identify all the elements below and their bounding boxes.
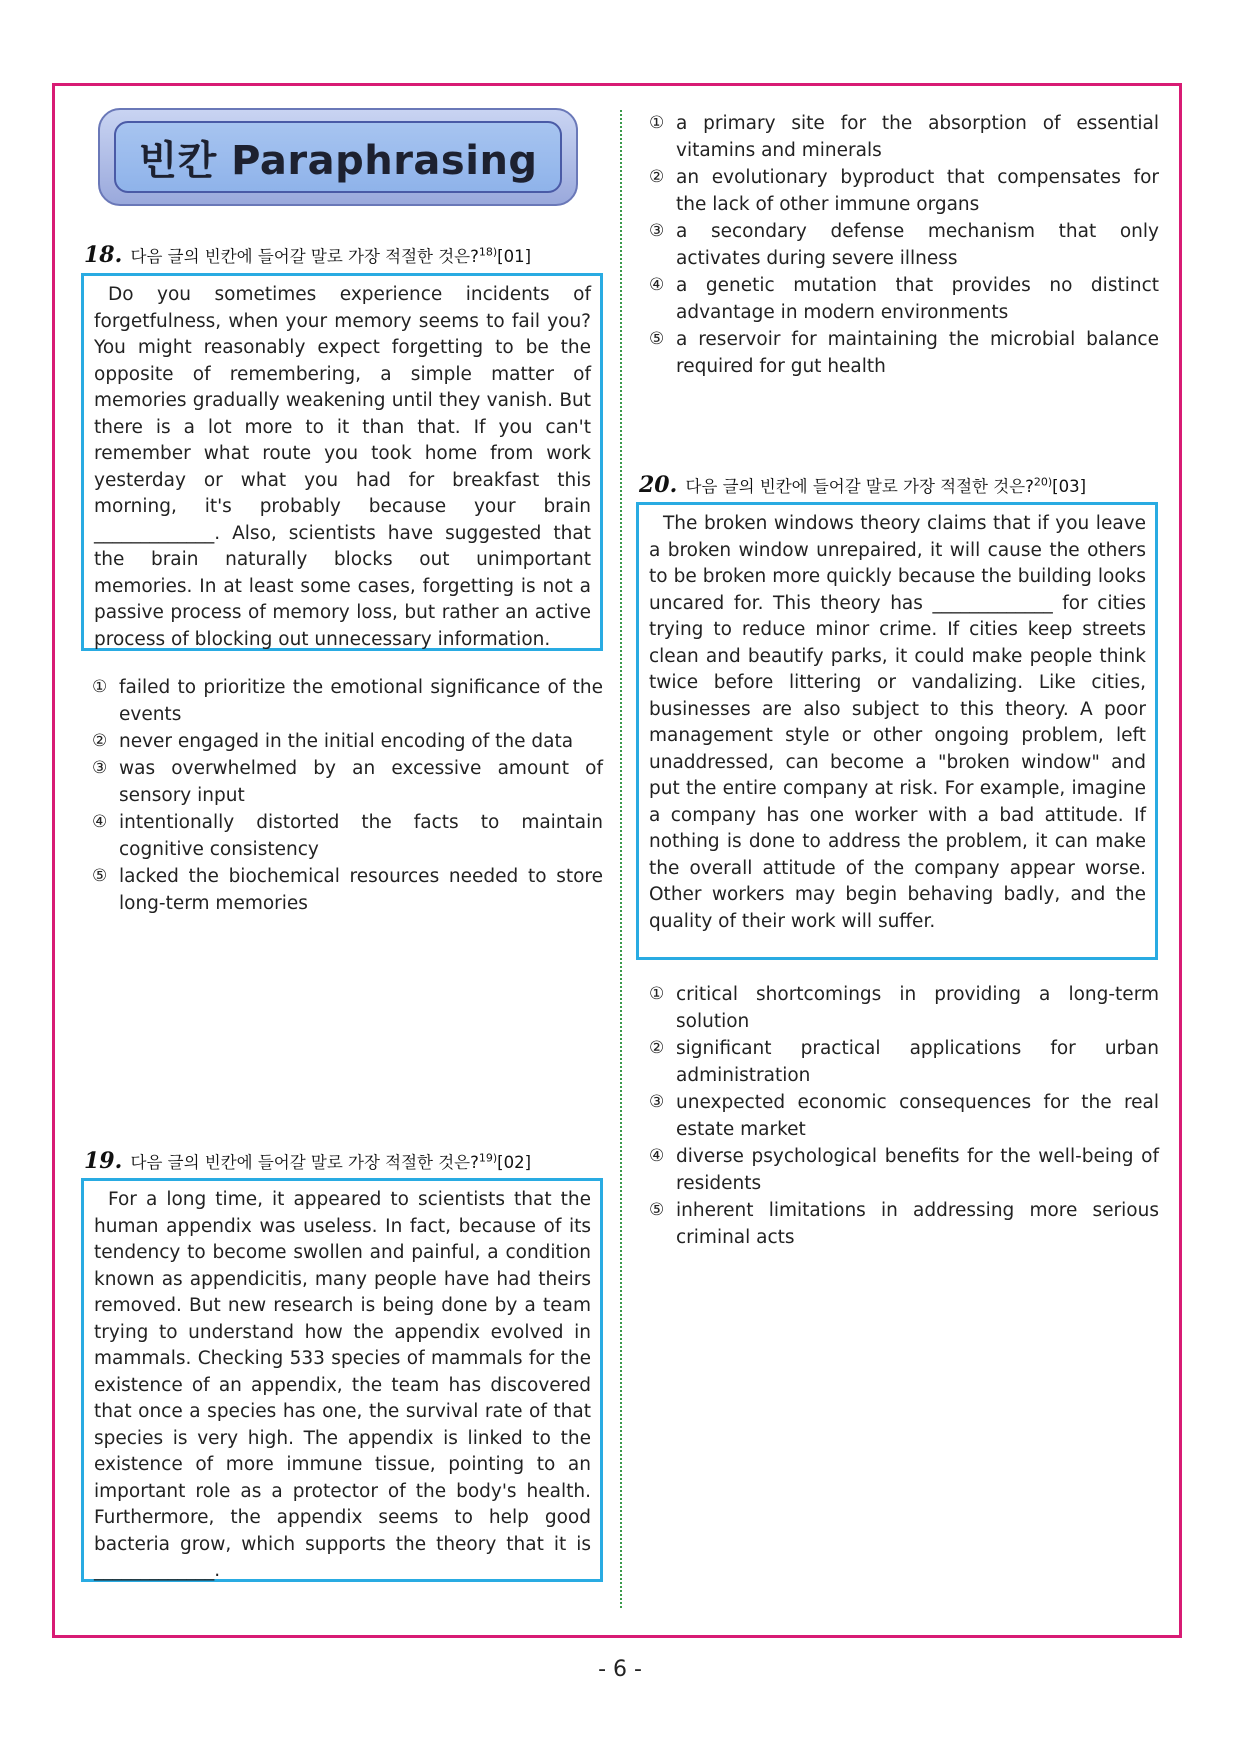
question-ref: 20): [1033, 475, 1053, 489]
question-prompt: 다음 글의 빈칸에 들어갈 말로 가장 적절한 것은?: [685, 477, 1034, 496]
choice-item[interactable]: [92, 728, 603, 755]
question-ref: 18): [478, 245, 498, 259]
choice-text: failed to prioritize the emotional significance of the events: [119, 677, 603, 725]
question-18-header: [84, 242, 531, 268]
choice-item[interactable]: [92, 674, 603, 728]
question-19-passage: For a long time, it appeared to scientists that the human appendix was useless. In fact, because of its tendency to become swollen and painful, a condition known as appendicitis, many people have had theirs removed. But new research is being done by a team trying to understand how the appendix evolved in mammals. Checking 533 species of mammals for the existence of an appendix, the team has discovered that once a species has one, the survival rate of that species is very high. The appendix is linked to the existence of more immune tissue, pointing to an important role as a protector of the body's health. Furthermore, the appendix seems to help good bacteria grow, which supports the theory that it is _____________.: [81, 1178, 603, 1582]
choice-mark: ②: [649, 167, 665, 187]
question-18-choices: [92, 674, 603, 917]
choice-text: a secondary defense mechanism that only activates during severe illness: [676, 221, 1159, 269]
choice-mark: ⑤: [649, 329, 665, 349]
choice-mark: ③: [649, 1092, 665, 1112]
choice-item[interactable]: [649, 981, 1159, 1035]
choice-item[interactable]: [649, 1197, 1159, 1251]
choice-item[interactable]: [649, 1035, 1159, 1089]
choice-mark: ①: [92, 677, 108, 697]
question-code: [03]: [1052, 477, 1087, 496]
choice-text: never engaged in the initial encoding of the data: [119, 731, 574, 752]
choice-mark: ③: [92, 758, 108, 778]
choice-mark: ①: [649, 113, 665, 133]
choice-mark: ②: [649, 1038, 665, 1058]
question-20-header: [639, 472, 1086, 498]
choice-text: unexpected economic consequences for the real estate market: [676, 1092, 1159, 1140]
question-number: 20.: [639, 472, 678, 498]
choice-text: a primary site for the absorption of essential vitamins and minerals: [676, 113, 1159, 161]
choice-mark: ①: [649, 984, 665, 1004]
choice-text: critical shortcomings in providing a long-term solution: [676, 984, 1159, 1032]
question-number: 18.: [84, 242, 123, 268]
choice-item[interactable]: [649, 218, 1159, 272]
choice-text: an evolutionary byproduct that compensates for the lack of other immune organs: [676, 167, 1159, 215]
choice-item[interactable]: [649, 1089, 1159, 1143]
choice-item[interactable]: [649, 164, 1159, 218]
question-ref: 19): [478, 1151, 498, 1165]
question-20-passage: The broken windows theory claims that if you leave a broken window unrepaired, it will cause the others to be broken more quickly because the building looks uncared for. This theory has _____________ for cities trying to reduce minor crime. If cities keep streets clean and beautify parks, it could make people think twice before littering or vandalizing. Like cities, businesses are also subject to this theory. A poor management style or other ongoing problem, left unaddressed, can become a "broken window" and put the entire company at risk. For example, imagine a company has one worker with a bad attitude. If nothing is done to address the problem, it can make the overall attitude of the company appear worse. Other workers may begin behaving badly, and the quality of their work will suffer.: [636, 502, 1158, 960]
section-title: 빈칸 Paraphrasing: [114, 121, 562, 193]
choice-text: a reservoir for maintaining the microbial balance required for gut health: [676, 329, 1159, 377]
choice-item[interactable]: [649, 326, 1159, 380]
page-number: - 6 -: [598, 1657, 642, 1682]
column-divider: [620, 110, 622, 1608]
choice-text: significant practical applications for urban administration: [676, 1038, 1159, 1086]
choice-mark: ④: [92, 812, 108, 832]
choice-item[interactable]: [649, 1143, 1159, 1197]
question-19-header: [84, 1148, 531, 1174]
choice-mark: ⑤: [92, 866, 108, 886]
choice-text: a genetic mutation that provides no distinct advantage in modern environments: [676, 275, 1159, 323]
question-prompt: 다음 글의 빈칸에 들어갈 말로 가장 적절한 것은?: [130, 1153, 479, 1172]
question-number: 19.: [84, 1148, 123, 1174]
choice-text: diverse psychological benefits for the well-being of residents: [676, 1146, 1159, 1194]
question-code: [01]: [497, 247, 532, 266]
question-18-passage: Do you sometimes experience incidents of forgetfulness, when your memory seems to fail you? You might reasonably expect forgetting to be the opposite of remembering, a simple matter of memories gradually weakening until they vanish. But there is a lot more to it than that. If you can't remember what route you took home from work yesterday or what you had for breakfast this morning, it's probably because your brain _____________. Also, scientists have suggested that the brain naturally blocks out unimportant memories. In at least some cases, forgetting is not a passive process of memory loss, but rather an active process of blocking out unnecessary information.: [81, 273, 603, 651]
choice-item[interactable]: [92, 809, 603, 863]
choice-mark: ②: [92, 731, 108, 751]
choice-mark: ③: [649, 221, 665, 241]
question-19-choices: [649, 110, 1159, 380]
question-prompt: 다음 글의 빈칸에 들어갈 말로 가장 적절한 것은?: [130, 247, 479, 266]
choice-text: lacked the biochemical resources needed to store long-term memories: [119, 866, 603, 914]
choice-mark: ⑤: [649, 1200, 665, 1220]
choice-text: intentionally distorted the facts to maintain cognitive consistency: [119, 812, 603, 860]
choice-item[interactable]: [92, 755, 603, 809]
choice-mark: ④: [649, 1146, 665, 1166]
question-20-choices: [649, 981, 1159, 1251]
choice-text: was overwhelmed by an excessive amount of sensory input: [119, 758, 603, 806]
question-code: [02]: [497, 1153, 532, 1172]
section-title-banner: [98, 108, 578, 206]
choice-item[interactable]: [649, 110, 1159, 164]
choice-item[interactable]: [92, 863, 603, 917]
choice-text: inherent limitations in addressing more serious criminal acts: [676, 1200, 1159, 1248]
choice-mark: ④: [649, 275, 665, 295]
choice-item[interactable]: [649, 272, 1159, 326]
